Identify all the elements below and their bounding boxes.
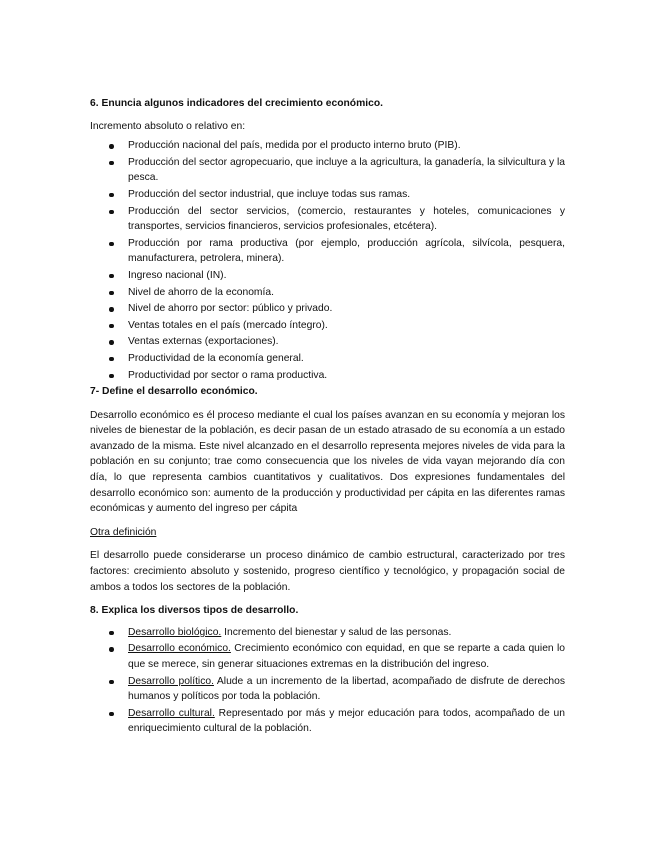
- list-item: Nivel de ahorro de la economía.: [90, 285, 565, 301]
- bullet-icon: [109, 631, 114, 636]
- term: Desarrollo cultural.: [128, 707, 215, 719]
- term: Desarrollo biológico.: [128, 626, 222, 638]
- list-item: Producción por rama productiva (por ejemplo, producción agrícola, silvícola, pesquera, manufacturera, petrolera, minera).: [90, 236, 565, 267]
- list-item: Producción del sector industrial, que incluye todas sus ramas.: [90, 187, 565, 203]
- list-item: Ingreso nacional (IN).: [90, 268, 565, 284]
- document-page: [90, 96, 565, 738]
- growth-indicators-list: [90, 138, 565, 383]
- list-item: Desarrollo económico. Crecimiento económico con equidad, en que se reparte a cada quien lo que se merece, sin generar situaciones extremas en la distribución del ingreso.: [90, 641, 565, 672]
- bullet-icon: [109, 340, 114, 345]
- section-7-paragraph: Desarrollo económico es él proceso mediante el cual los países avanzan en su economía y mejoran los niveles de bienestar de la población, es decir pasan de un estado atrasado de su economía a un estado avanzado de la misma. Este nivel alcanzado en el desarrollo representa mejores niveles de vida para la población en su conjunto; trae como consecuencia que los niveles de vida vayan mejorando día con día, lo que representa cambios cuantitativos y cualitativos. Dos expresiones fundamentales del desarrollo económico son: aumento de la producción y productividad per cápita en las diferentes ramas económicas y aumento del ingreso per cápita: [90, 409, 565, 515]
- section-6-heading: 6. Enuncia algunos indicadores del crecimiento económico.: [90, 98, 383, 109]
- bullet-icon: [109, 680, 114, 685]
- bullet-icon: [109, 307, 114, 312]
- list-item: Desarrollo político. Alude a un incremento de la libertad, acompañado de disfrute de derechos humanos y políticos por toda la población.: [90, 674, 565, 705]
- list-item: Nivel de ahorro por sector: público y privado.: [90, 301, 565, 317]
- bullet-icon: [109, 161, 114, 166]
- term: Desarrollo político.: [128, 675, 214, 687]
- list-item: Producción del sector servicios, (comercio, restaurantes y hoteles, comunicaciones y transportes, servicios financieros, servicios profesionales, etcétera).: [90, 204, 565, 235]
- bullet-icon: [109, 374, 114, 379]
- bullet-icon: [109, 291, 114, 296]
- list-item: Desarrollo biológico. Incremento del bienestar y salud de las personas.: [90, 625, 565, 641]
- list-item: Producción del sector agropecuario, que incluye a la agricultura, la ganadería, la silvicultura y la pesca.: [90, 155, 565, 186]
- bullet-icon: [109, 144, 114, 149]
- list-item: Ventas externas (exportaciones).: [90, 334, 565, 350]
- list-item: Ventas totales en el país (mercado íntegro).: [90, 318, 565, 334]
- bullet-icon: [109, 193, 114, 198]
- list-item: Producción nacional del país, medida por el producto interno bruto (PIB).: [90, 138, 565, 154]
- section-7-heading: 7- Define el desarrollo económico.: [90, 386, 258, 398]
- section-8-heading: 8. Explica los diversos tipos de desarrollo.: [90, 605, 299, 617]
- list-item: Productividad de la economía general.: [90, 351, 565, 367]
- bullet-icon: [109, 324, 114, 329]
- term: Desarrollo económico.: [128, 643, 231, 655]
- section-6-intro: Incremento absoluto o relativo en:: [90, 120, 246, 132]
- bullet-icon: [109, 210, 114, 215]
- bullet-icon: [109, 712, 114, 717]
- list-item: Productividad por sector o rama productiva.: [90, 368, 565, 384]
- other-definition-label: Otra definición: [90, 526, 157, 538]
- other-definition-paragraph: El desarrollo puede considerarse un proceso dinámico de cambio estructural, caracterizado por tres factores: crecimiento absoluto y sostenido, progreso científico y tecnológico, y propagación social de ambos a todos los sectores de la población.: [90, 550, 565, 593]
- bullet-icon: [109, 357, 114, 362]
- bullet-icon: [109, 242, 114, 247]
- list-item: Desarrollo cultural. Representado por más y mejor educación para todos, acompañado de un enriquecimiento cultural de la población.: [90, 706, 565, 737]
- bullet-icon: [109, 274, 114, 279]
- development-types-list: [90, 625, 565, 737]
- bullet-icon: [109, 647, 114, 652]
